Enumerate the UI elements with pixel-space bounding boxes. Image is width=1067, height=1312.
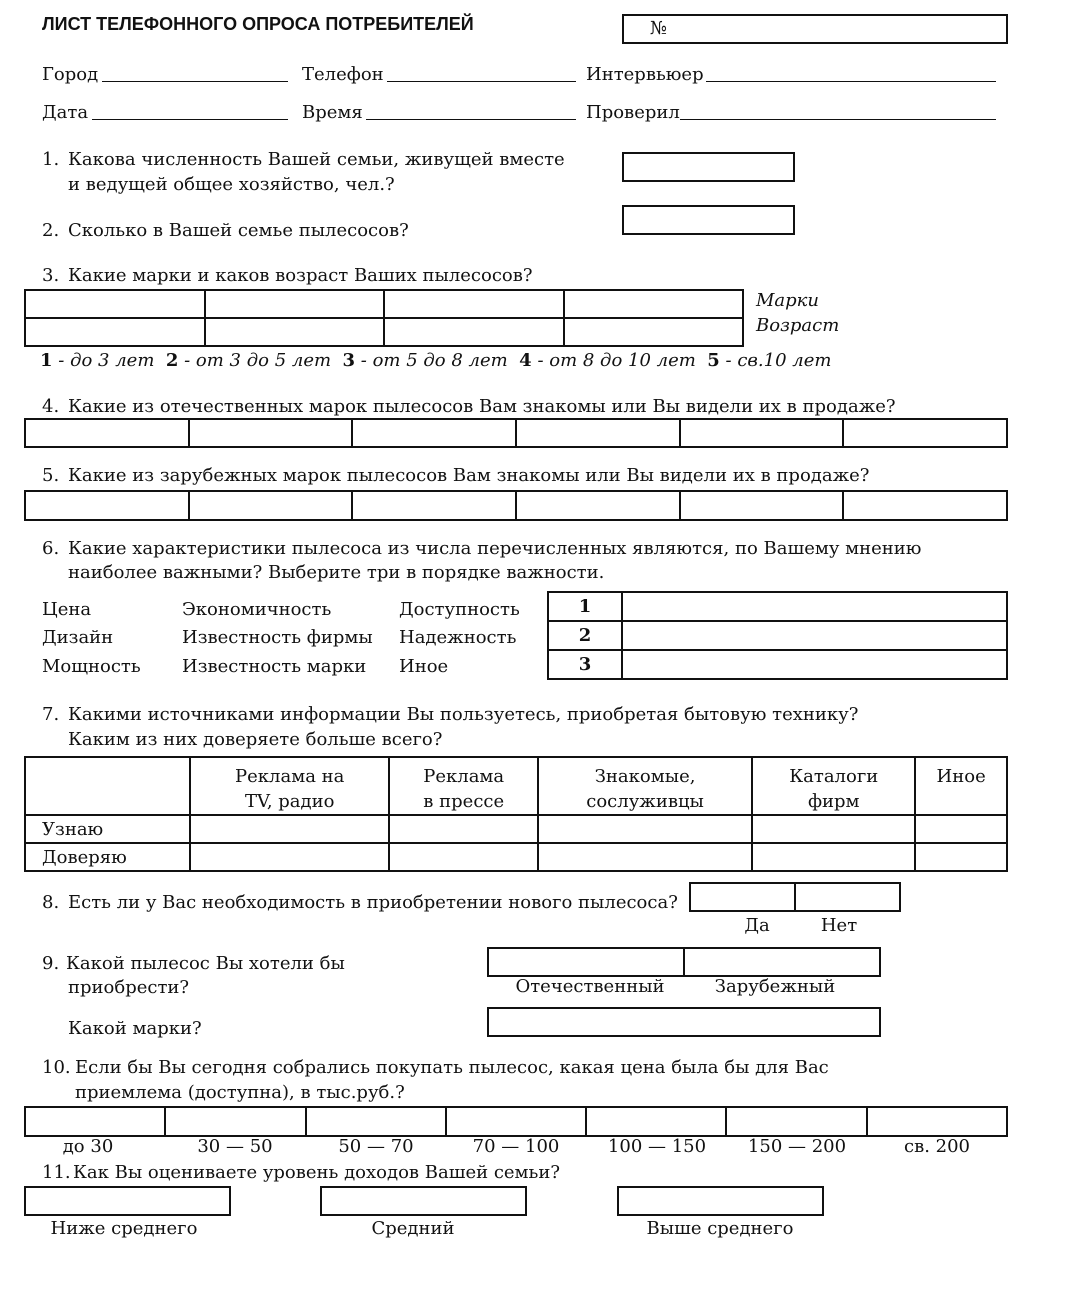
- q5-number: 5.: [42, 465, 60, 486]
- number-label: №: [650, 18, 668, 39]
- q7-column-header: Реклама на TV, радио: [190, 757, 389, 815]
- q10-range-label: 30 — 50: [197, 1136, 273, 1157]
- date-input[interactable]: [92, 119, 288, 120]
- interviewer-label: Интервьюер: [586, 64, 704, 85]
- q10-range-label: 70 — 100: [472, 1136, 560, 1157]
- q8-text: Есть ли у Вас необходимость в приобретении нового пылесоса?: [68, 892, 678, 913]
- q7-answer-cell[interactable]: [915, 843, 1007, 871]
- q4-answer-row: [24, 418, 1008, 448]
- phone-input[interactable]: [387, 81, 576, 82]
- q4-cell[interactable]: [681, 420, 845, 446]
- q4-cell[interactable]: [517, 420, 681, 446]
- legend-code: 1: [40, 350, 53, 371]
- q3-age-cell[interactable]: [26, 319, 206, 345]
- q8-no-label: Нет: [820, 915, 858, 936]
- q3-age-cell[interactable]: [385, 319, 565, 345]
- q10-price-cell[interactable]: [587, 1108, 727, 1135]
- q10-range-label: 100 — 150: [607, 1136, 707, 1157]
- q3-age-label: Возраст: [756, 315, 840, 336]
- q7-sources-table: [24, 756, 1008, 872]
- q9-text-line1: Какой пылесос Вы хотели бы: [66, 953, 345, 974]
- q9-brand-input[interactable]: [487, 1007, 881, 1037]
- q6-option: Надежность: [399, 627, 517, 648]
- q10-price-cell[interactable]: [727, 1108, 867, 1135]
- q10-range-label: 150 — 200: [747, 1136, 847, 1157]
- q7-number: 7.: [42, 704, 60, 725]
- legend-code: 5: [707, 350, 720, 371]
- q7-text-line1: Какими источниками информации Вы пользуетесь, приобретая бытовую технику?: [68, 704, 859, 725]
- q3-brand-cell[interactable]: [565, 291, 743, 317]
- q11-number: 11.: [42, 1162, 71, 1183]
- q10-number: 10.: [42, 1057, 71, 1078]
- q3-brands-row: [24, 289, 744, 319]
- q3-brands-label: Марки: [756, 290, 820, 311]
- q4-cell[interactable]: [190, 420, 354, 446]
- q10-range-label: св. 200: [903, 1136, 970, 1157]
- q9-number: 9.: [42, 953, 60, 974]
- q7-text-line2: Каким из них доверяете больше всего?: [68, 729, 443, 750]
- q7-row-label: Доверяю: [25, 843, 190, 871]
- q5-cell[interactable]: [681, 492, 845, 519]
- q1-text-line2: и ведущей общее хозяйство, чел.?: [68, 174, 395, 195]
- q11-text: Как Вы оцениваете уровень доходов Вашей семьи?: [73, 1162, 561, 1183]
- q10-price-row: [24, 1106, 1008, 1137]
- q11-above-average-label: Выше среднего: [646, 1218, 794, 1239]
- q6-option: Известность фирмы: [182, 627, 373, 648]
- q6-number: 6.: [42, 538, 60, 559]
- q7-column-header: Реклама в прессе: [389, 757, 538, 815]
- date-label: Дата: [42, 102, 89, 123]
- q6-option: Доступность: [399, 599, 520, 620]
- legend-text: - от 8 до 10 лет: [537, 350, 696, 371]
- q4-cell[interactable]: [26, 420, 190, 446]
- phone-label: Телефон: [302, 64, 384, 85]
- q1-text-line1: Какова численность Вашей семьи, живущей вместе: [68, 149, 565, 170]
- q6-option: Иное: [399, 656, 449, 677]
- form-number-field[interactable]: [622, 14, 1008, 44]
- q5-cell[interactable]: [353, 492, 517, 519]
- legend-text: - от 3 до 5 лет: [184, 350, 332, 371]
- time-label: Время: [302, 102, 363, 123]
- rank-number: 3: [548, 650, 622, 679]
- q8-yes-label: Да: [744, 915, 770, 936]
- q1-number: 1.: [42, 149, 60, 170]
- q3-number: 3.: [42, 265, 60, 286]
- q5-cell[interactable]: [517, 492, 681, 519]
- q8-no-box[interactable]: [796, 884, 899, 910]
- legend-code: 4: [519, 350, 532, 371]
- q7-answer-cell[interactable]: [190, 843, 389, 871]
- q9-foreign-label: Зарубежный: [714, 976, 836, 997]
- q4-text: Какие из отечественных марок пылесосов Вам знакомы или Вы видели их в продаже?: [68, 396, 896, 417]
- rank-number: 2: [548, 621, 622, 650]
- q4-cell[interactable]: [353, 420, 517, 446]
- q8-yes-box[interactable]: [691, 884, 796, 910]
- q7-answer-cell[interactable]: [915, 815, 1007, 843]
- q7-row-label: Узнаю: [25, 815, 190, 843]
- q11-average-label: Средний: [371, 1218, 455, 1239]
- city-label: Город: [42, 64, 99, 85]
- q2-text: Сколько в Вашей семье пылесосов?: [68, 220, 409, 241]
- q3-age-cell[interactable]: [206, 319, 386, 345]
- q9-domestic-box[interactable]: [489, 949, 685, 975]
- q10-price-cell[interactable]: [166, 1108, 306, 1135]
- q7-answer-cell[interactable]: [389, 815, 538, 843]
- rank-answer-cell[interactable]: [622, 621, 1007, 650]
- q9-text-line2: приобрести?: [68, 977, 190, 998]
- q6-text-line2: наиболее важными? Выберите три в порядке важности.: [68, 562, 605, 583]
- q10-price-cell[interactable]: [26, 1108, 166, 1135]
- q9-foreign-box[interactable]: [685, 949, 879, 975]
- q3-brand-cell[interactable]: [385, 291, 565, 317]
- q7-column-header: Иное: [915, 757, 1007, 815]
- q6-option: Мощность: [42, 656, 141, 677]
- form-title: ЛИСТ ТЕЛЕФОННОГО ОПРОСА ПОТРЕБИТЕЛЕЙ: [42, 14, 474, 34]
- rank-answer-cell[interactable]: [622, 592, 1007, 621]
- q7-answer-cell[interactable]: [752, 843, 915, 871]
- q9-answer-row: [487, 947, 881, 977]
- q2-number: 2.: [42, 220, 60, 241]
- q10-price-cell[interactable]: [447, 1108, 587, 1135]
- q5-cell[interactable]: [844, 492, 1006, 519]
- q4-cell[interactable]: [844, 420, 1006, 446]
- q7-answer-cell[interactable]: [389, 843, 538, 871]
- q7-column-header: Каталоги фирм: [752, 757, 915, 815]
- q11-average-box[interactable]: [320, 1186, 527, 1216]
- q7-answer-cell[interactable]: [752, 815, 915, 843]
- q8-number: 8.: [42, 892, 60, 913]
- q10-text-line2: приемлема (доступна), в тыс.руб.?: [75, 1082, 405, 1103]
- q5-cell[interactable]: [26, 492, 190, 519]
- q3-age-cell[interactable]: [565, 319, 743, 345]
- q7-answer-cell[interactable]: [538, 843, 752, 871]
- checked-label: Проверил: [586, 102, 680, 123]
- q6-option: Известность марки: [182, 656, 367, 677]
- q6-option: Дизайн: [42, 627, 114, 648]
- checked-input[interactable]: [680, 119, 996, 120]
- q10-price-cell[interactable]: [307, 1108, 447, 1135]
- q7-answer-cell[interactable]: [190, 815, 389, 843]
- q10-range-label: 50 — 70: [338, 1136, 414, 1157]
- q9-brand-label: Какой марки?: [68, 1018, 202, 1039]
- q3-brand-cell[interactable]: [26, 291, 206, 317]
- q5-cell[interactable]: [190, 492, 354, 519]
- q6-text-line1: Какие характеристики пылесоса из числа перечисленных являются, по Вашему мнению: [68, 538, 922, 559]
- q6-option: Цена: [42, 599, 92, 620]
- q7-answer-cell[interactable]: [538, 815, 752, 843]
- legend-text: - от 5 до 8 лет: [360, 350, 508, 371]
- q11-below-average-box[interactable]: [24, 1186, 231, 1216]
- q11-above-average-box[interactable]: [617, 1186, 824, 1216]
- q6-rank-table: [547, 591, 1008, 680]
- q9-domestic-label: Отечественный: [515, 976, 665, 997]
- legend-text: - св.10 лет: [725, 350, 832, 371]
- city-input[interactable]: [102, 81, 288, 82]
- q5-answer-row: [24, 490, 1008, 521]
- q3-text: Какие марки и каков возраст Ваших пылесосов?: [68, 265, 533, 286]
- q10-range-label: до 30: [62, 1136, 114, 1157]
- q4-number: 4.: [42, 396, 60, 417]
- q10-price-cell[interactable]: [868, 1108, 1006, 1135]
- q5-text: Какие из зарубежных марок пылесосов Вам знакомы или Вы видели их в продаже?: [68, 465, 870, 486]
- time-input[interactable]: [366, 119, 576, 120]
- q6-option: Экономичность: [182, 599, 332, 620]
- q3-brand-cell[interactable]: [206, 291, 386, 317]
- rank-number: 1: [548, 592, 622, 621]
- q10-text-line1: Если бы Вы сегодня собрались покупать пылесос, какая цена была бы для Вас: [75, 1057, 829, 1078]
- interviewer-input[interactable]: [706, 81, 996, 82]
- rank-answer-cell[interactable]: [622, 650, 1007, 679]
- legend-text: - до 3 лет: [58, 350, 155, 371]
- q3-age-row: [24, 317, 744, 347]
- q7-column-header: Знакомые, сослуживцы: [538, 757, 752, 815]
- q2-answer-box[interactable]: [622, 205, 795, 235]
- legend-code: 2: [165, 350, 179, 371]
- q11-below-average-label: Ниже среднего: [50, 1218, 198, 1239]
- q1-answer-box[interactable]: [622, 152, 795, 182]
- legend-code: 3: [342, 350, 356, 371]
- q7-corner-cell: [25, 757, 190, 815]
- q3-age-legend: [40, 350, 831, 372]
- q8-answer-row: [689, 882, 901, 912]
